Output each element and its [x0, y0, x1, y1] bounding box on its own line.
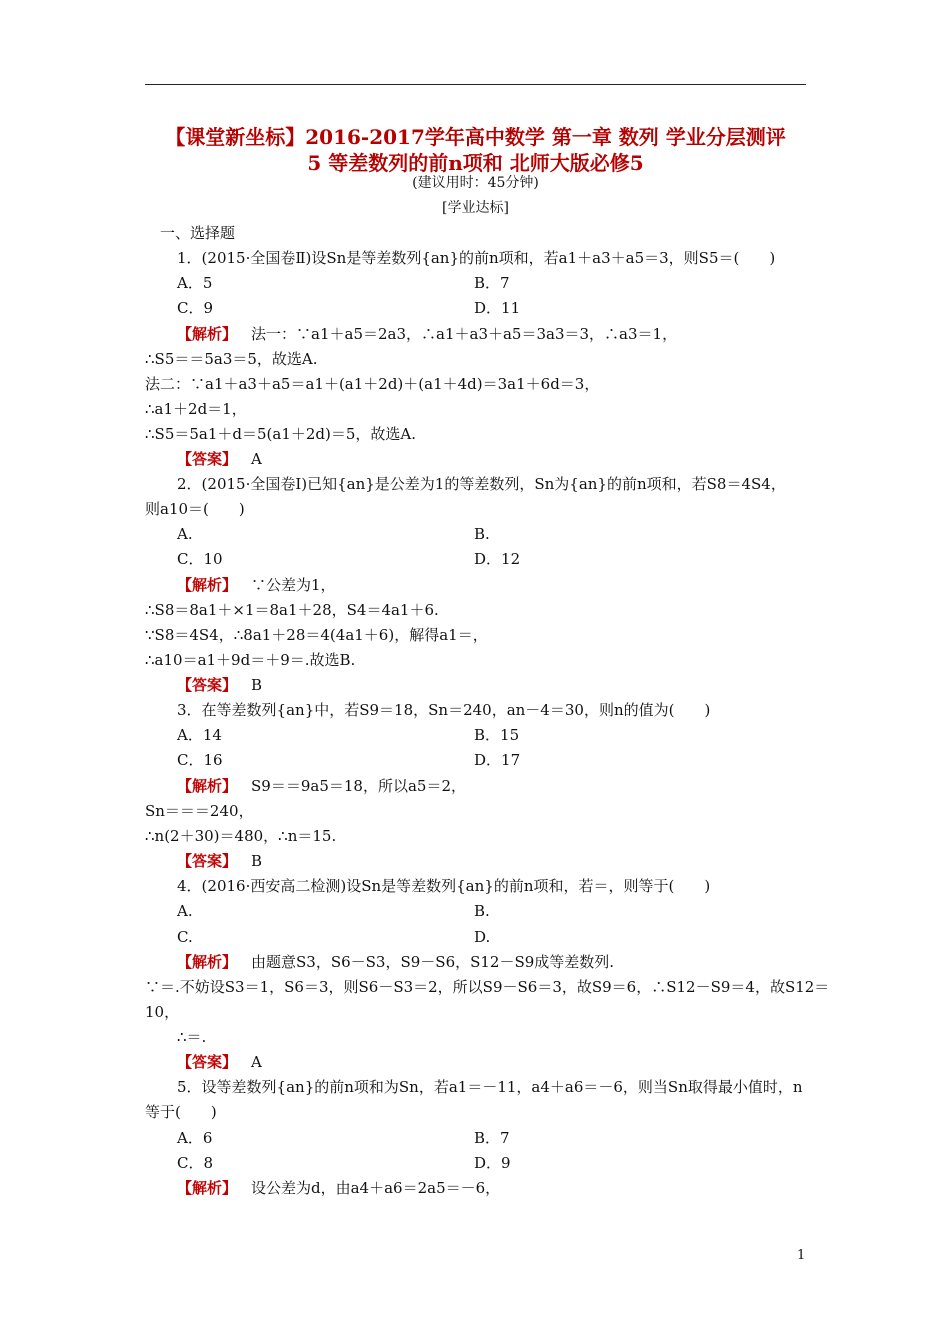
answer-label: 【答案】 [177, 450, 238, 468]
q4-option-c: C. [177, 928, 193, 946]
answer-label: 【答案】 [177, 1053, 238, 1071]
q1-answer-value: A [251, 450, 262, 468]
q5-stem-line1: 5．设等差数列{an}的前n项和为Sn，若a1＝－11，a4＋a6＝－6，则当Sn取得最小值时，n [177, 1078, 803, 1096]
q1-analysis-line1: 法一：∵a1＋a5＝2a3，∴a1＋a3＋a5＝3a3＝3，∴a3＝1， [251, 325, 678, 343]
q2-option-b: B. [474, 525, 490, 543]
q5-option-d: D．9 [474, 1154, 511, 1172]
page-number: 1 [797, 1248, 806, 1263]
q2-analysis-line1: ∵公差为1， [251, 576, 336, 594]
q1-answer [177, 449, 262, 469]
q3-option-c: C．16 [177, 751, 223, 769]
q5-option-a: A．6 [177, 1129, 213, 1147]
analysis-label: 【解析】 [177, 777, 238, 795]
q5-stem-line2: 等于( ) [145, 1103, 217, 1121]
q3-option-b: B．15 [474, 726, 520, 744]
q4-answer-value: A [251, 1053, 262, 1071]
q4-analysis-line2: ∵＝.不妨设S3＝1，S6＝3，则S6－S3＝2，所以S9－S6＝3，故S9＝6，∴S12－S9＝4，故S12＝ [145, 978, 830, 996]
q5-option-c: C．8 [177, 1154, 214, 1172]
q1-option-b: B．7 [474, 274, 510, 292]
analysis-label: 【解析】 [177, 576, 238, 594]
time-hint: (建议用时：45分钟) [412, 175, 539, 191]
q1-analysis [177, 324, 677, 344]
section-tag: [学业达标] [442, 200, 509, 216]
answer-label: 【答案】 [177, 852, 238, 870]
doc-title-line2: 5 等差数列的前n项和 北师大版必修5 [307, 151, 644, 175]
q1-option-c: C．9 [177, 299, 214, 317]
q2-analysis-line4: ∴a10＝a1＋9d＝＋9＝.故选B. [145, 651, 356, 669]
q4-option-d: D. [474, 928, 491, 946]
header-rule [145, 84, 806, 85]
q3-analysis [177, 776, 466, 796]
q4-analysis-line3: 10， [145, 1003, 180, 1021]
q1-analysis-line4: ∴a1＋2d＝1， [145, 400, 247, 418]
q1-option-d: D．11 [474, 299, 521, 317]
q3-stem: 3．在等差数列{an}中，若S9＝18，Sn＝240，an－4＝30，则n的值为( ) [177, 701, 711, 719]
analysis-label: 【解析】 [177, 325, 238, 343]
q5-option-b: B．7 [474, 1129, 510, 1147]
answer-label: 【答案】 [177, 676, 238, 694]
q2-stem-line2: 则a10＝( ) [145, 500, 245, 518]
section-heading: 一、选择题 [160, 224, 236, 242]
analysis-label: 【解析】 [177, 953, 238, 971]
q4-analysis [177, 952, 614, 972]
q5-analysis-line1: 设公差为d，由a4＋a6＝2a5＝－6， [251, 1179, 501, 1197]
doc-title-line1: 【课堂新坐标】2016-2017学年高中数学 第一章 数列 学业分层测评 [165, 125, 786, 149]
q3-answer-value: B [251, 852, 263, 870]
q3-analysis-line1: S9＝＝9a5＝18，所以a5＝2， [251, 777, 466, 795]
q2-analysis-line2: ∴S8＝8a1＋×1＝8a1＋28，S4＝4a1＋6. [145, 601, 439, 619]
q5-analysis [177, 1178, 500, 1198]
q3-answer [177, 851, 262, 871]
q1-analysis-line2: ∴S5＝＝5a3＝5，故选A. [145, 350, 318, 368]
q3-analysis-line3: ∴n(2＋30)＝480，∴n＝15. [145, 827, 337, 845]
q1-option-a: A．5 [177, 274, 213, 292]
q3-analysis-line2: Sn＝＝＝240， [145, 802, 254, 820]
q3-option-d: D．17 [474, 751, 521, 769]
q2-answer [177, 675, 262, 695]
q4-answer [177, 1052, 262, 1072]
q3-option-a: A．14 [177, 726, 222, 744]
q1-analysis-line3: 法二：∵a1＋a3＋a5＝a1＋(a1＋2d)＋(a1＋4d)＝3a1＋6d＝3， [145, 375, 600, 393]
q2-analysis-line3: ∵S8＝4S4，∴8a1＋28＝4(4a1＋6)，解得a1＝， [145, 626, 488, 644]
q1-stem: 1．(2015·全国卷Ⅱ)设Sn是等差数列{an}的前n项和，若a1＋a3＋a5＝3，则S5＝( ) [177, 249, 776, 267]
q2-stem-line1: 2．(2015·全国卷Ⅰ)已知{an}是公差为1的等差数列，Sn为{an}的前n项和，若S8＝4S4， [177, 475, 786, 493]
q2-analysis [177, 575, 336, 595]
q4-option-a: A. [177, 902, 193, 920]
q2-option-a: A. [177, 525, 193, 543]
q1-analysis-line5: ∴S5＝5a1＋d＝5(a1＋2d)＝5，故选A. [145, 425, 417, 443]
q2-option-d: D．12 [474, 550, 521, 568]
q4-analysis-line4: ∴＝. [177, 1028, 207, 1046]
q2-answer-value: B [251, 676, 263, 694]
analysis-label: 【解析】 [177, 1179, 238, 1197]
q4-analysis-line1: 由题意S3，S6－S3，S9－S6，S12－S9成等差数列. [251, 953, 615, 971]
q4-option-b: B. [474, 902, 490, 920]
q2-option-c: C．10 [177, 550, 223, 568]
q4-stem: 4．(2016·西安高二检测)设Sn是等差数列{an}的前n项和，若＝，则等于( ) [177, 877, 711, 895]
